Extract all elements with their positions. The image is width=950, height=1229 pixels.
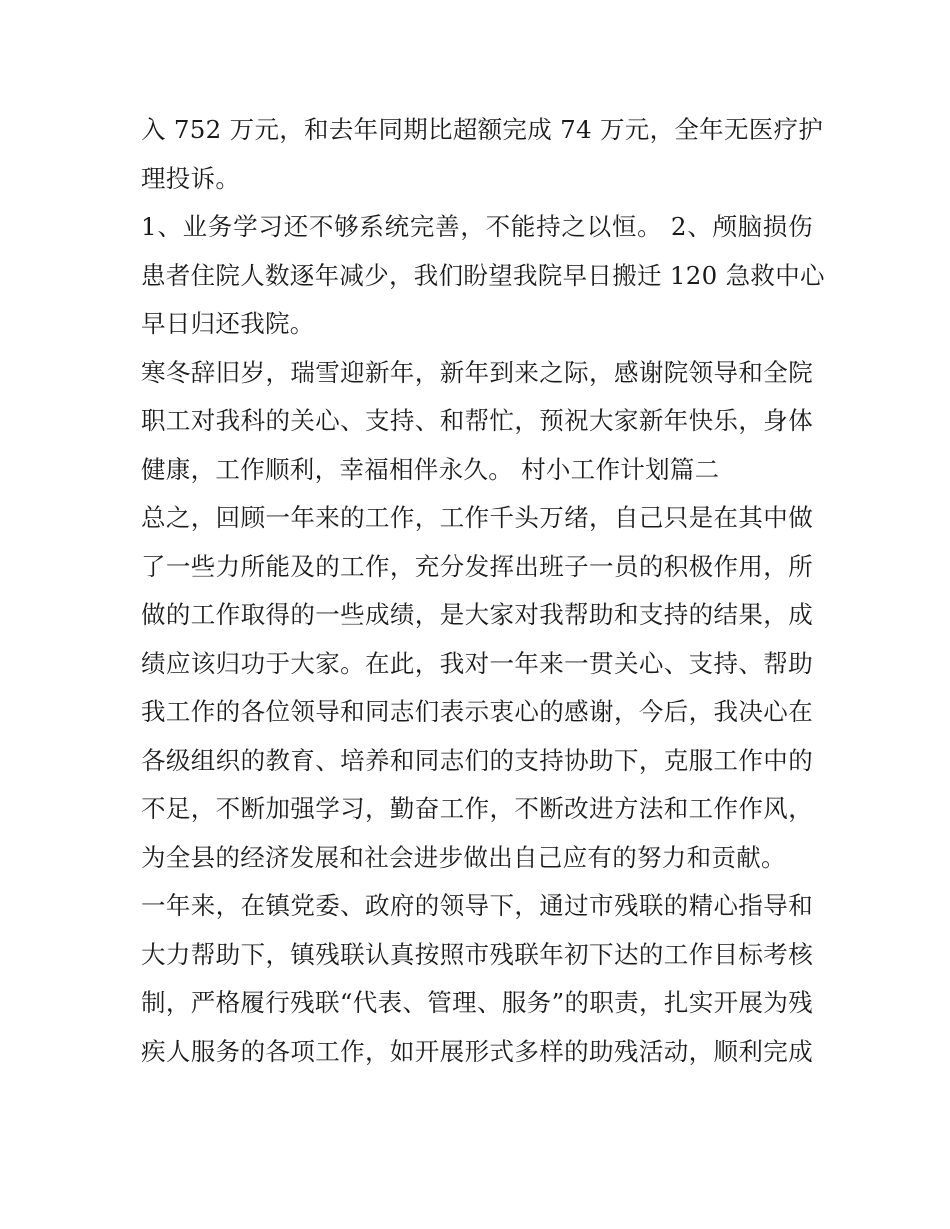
text-line: 一年来，在镇党委、政府的领导下，通过市残联的精心指导和 [141,891,813,920]
text-line: 不足，不断加强学习，勤奋工作，不断改进方法和工作作风， [141,794,813,823]
paragraph-5 [141,882,813,1076]
text-line: 为全县的经济发展和社会进步做出自己应有的努力和贡献。 [141,842,786,872]
text-line: 疾人服务的各项工作，如开展形式多样的助残活动，顺利完成 [141,1036,813,1066]
text-line: 绩应该归功于大家。在此，我对一年来一贯关心、支持、帮助 [141,648,813,678]
paragraph-1 [141,106,824,203]
paragraph-2 [141,203,825,349]
text-line: 寒冬辞旧岁，瑞雪迎新年，新年到来之际，感谢院领导和全院 [141,357,813,387]
text-line: 总之，回顾一年来的工作，工作千头万绪，自己只是在其中做 [141,503,813,532]
text-line: 健康，工作顺利，幸福相伴永久。 村小工作计划篇二 [141,454,720,484]
text-line: 入 752 万元，和去年同期比超额完成 74 万元，全年无医疗护 [141,115,824,144]
text-line: 做的工作取得的一些成绩，是大家对我帮助和支持的结果，成 [141,600,813,629]
text-line: 理投诉。 [141,163,241,193]
text-line: 职工对我科的关心、支持、和帮忙，预祝大家新年快乐，身体 [141,406,813,435]
text-line: 早日归还我院。 [141,309,315,338]
text-line: 了一些力所能及的工作，充分发挥出班子一员的积极作用，所 [141,551,813,581]
text-line: 各级组织的教育、培养和同志们的支持协助下，克服工作中的 [141,745,813,775]
text-line: 患者住院人数逐年减少，我们盼望我院早日搬迁 120 急救中心 [141,260,825,290]
text-line: 1、业务学习还不够系统完善，不能持之以恒。 2、颅脑损伤 [141,212,813,241]
text-line: 制，严格履行残联“代表、管理、服务”的职责，扎实开展为残 [141,988,813,1017]
text-line: 我工作的各位领导和同志们表示衷心的感谢，今后，我决心在 [141,697,813,726]
document-body [141,106,825,1076]
paragraph-4 [141,494,813,882]
text-line: 大力帮助下，镇残联认真按照市残联年初下达的工作目标考核 [141,939,813,969]
paragraph-3 [141,349,813,495]
